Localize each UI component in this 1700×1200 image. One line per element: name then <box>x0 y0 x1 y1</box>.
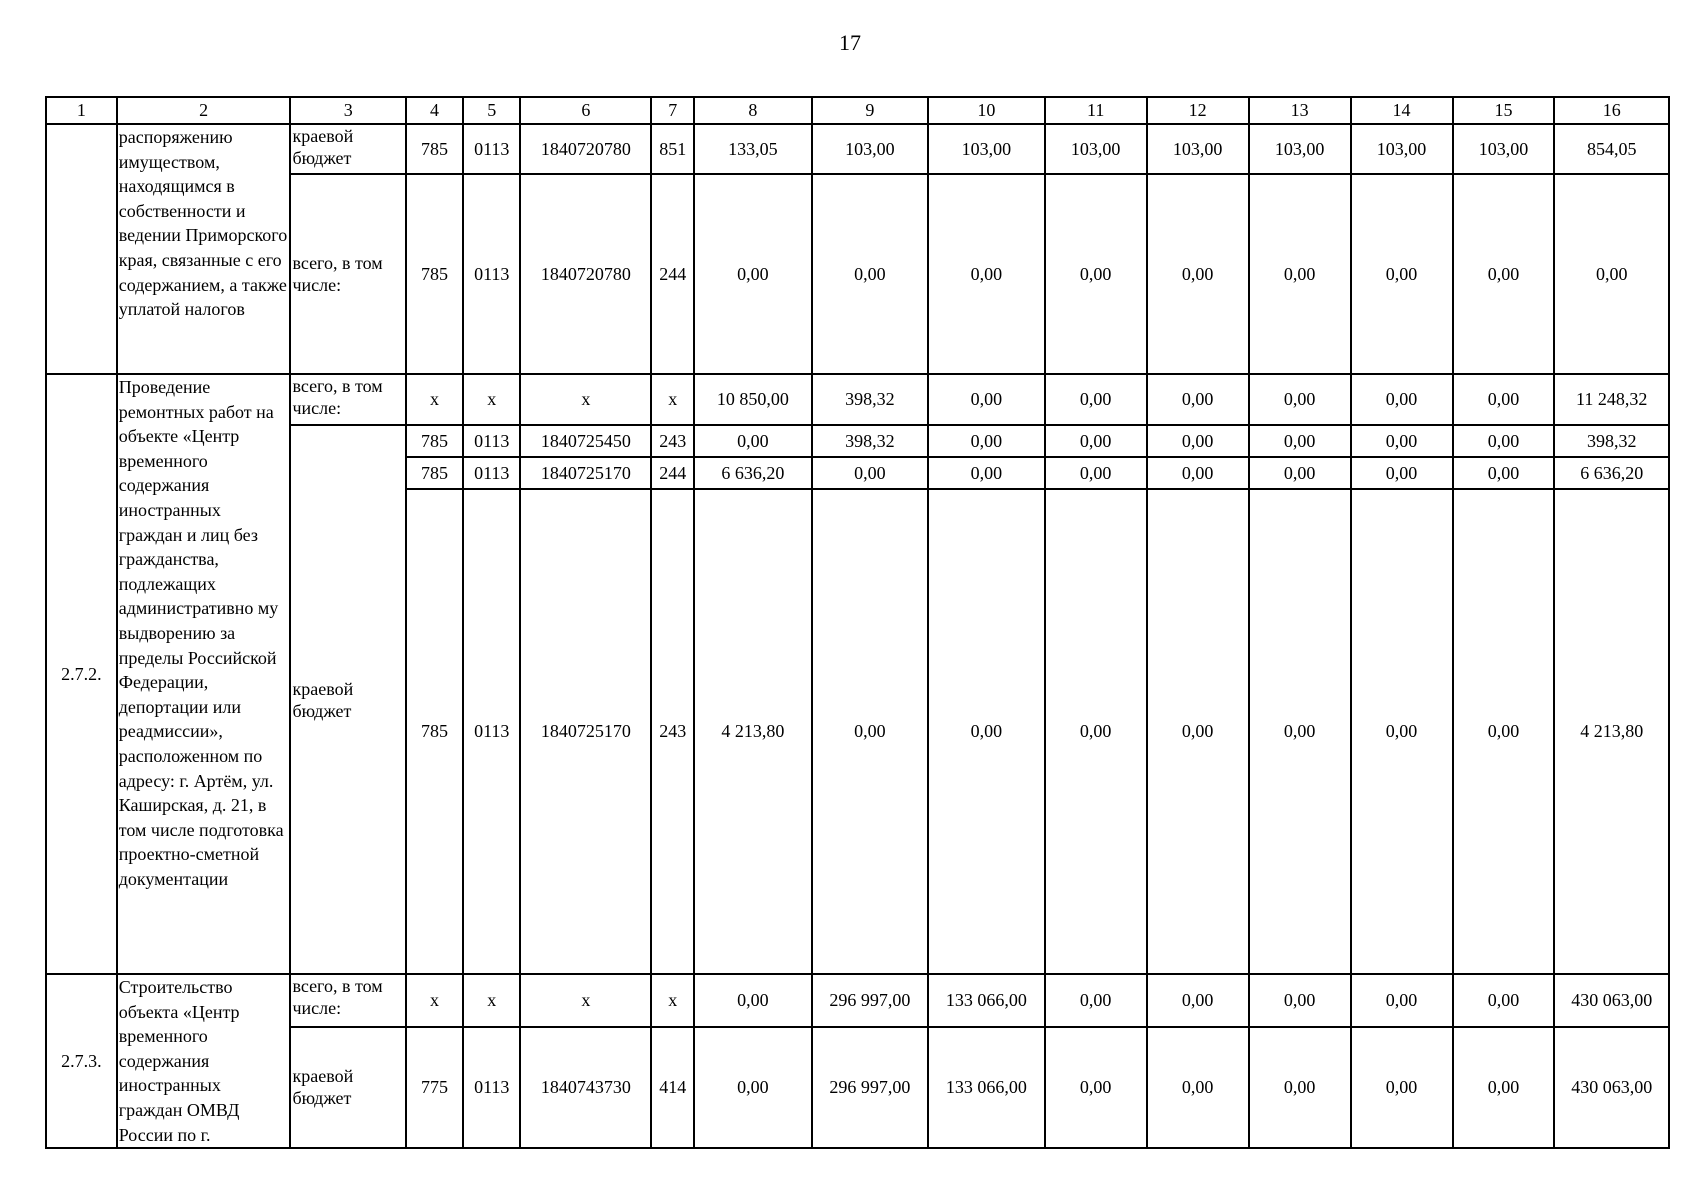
value-cell: 0,00 <box>812 174 929 374</box>
code-cell: 414 <box>651 1027 694 1149</box>
code-cell: 244 <box>651 174 694 374</box>
section-description: Строительство объекта «Центр временного содержания иностранных граждан ОМВД России по г. <box>117 974 291 1148</box>
value-cell: 398,32 <box>812 425 929 457</box>
value-cell: 0,00 <box>1249 374 1351 425</box>
value-cell: 0,00 <box>1249 174 1351 374</box>
total-cell: 4 213,80 <box>1554 489 1669 974</box>
funding-source: всего, в том числе: <box>290 374 405 425</box>
funding-source: всего, в том числе: <box>290 974 405 1027</box>
code-cell: x <box>520 974 651 1027</box>
total-cell: 398,32 <box>1554 425 1669 457</box>
code-cell: 0113 <box>463 489 520 974</box>
total-cell: 11 248,32 <box>1554 374 1669 425</box>
value-cell: 0,00 <box>1453 974 1555 1027</box>
table-row <box>46 974 1669 1027</box>
total-cell: 854,05 <box>1554 124 1669 174</box>
value-cell: 0,00 <box>928 425 1045 457</box>
code-cell: x <box>406 374 463 425</box>
section-description: распоряжению имуществом, находящимся в собственности и ведении Приморского края, связанные с его содержанием, а также уплатой налогов <box>117 124 291 374</box>
value-cell: 0,00 <box>694 425 812 457</box>
code-cell: 785 <box>406 425 463 457</box>
value-cell: 0,00 <box>928 374 1045 425</box>
value-cell: 0,00 <box>694 974 812 1027</box>
value-cell: 103,00 <box>1351 124 1453 174</box>
value-cell: 6 636,20 <box>694 457 812 489</box>
code-cell: x <box>520 374 651 425</box>
table-row <box>46 374 1669 425</box>
code-cell: x <box>651 374 694 425</box>
budget-table <box>45 96 1670 1149</box>
value-cell: 0,00 <box>1453 174 1555 374</box>
value-cell: 0,00 <box>1045 425 1147 457</box>
value-cell: 103,00 <box>812 124 929 174</box>
value-cell: 0,00 <box>1045 974 1147 1027</box>
code-cell: 0113 <box>463 1027 520 1149</box>
value-cell: 0,00 <box>1351 489 1453 974</box>
code-cell: 1840725170 <box>520 457 651 489</box>
value-cell: 0,00 <box>1147 489 1249 974</box>
code-cell: 0113 <box>463 174 520 374</box>
code-cell: 851 <box>651 124 694 174</box>
table-row <box>46 124 1669 174</box>
value-cell: 0,00 <box>1351 457 1453 489</box>
value-cell: 0,00 <box>812 457 929 489</box>
column-header: 8 <box>694 97 812 124</box>
column-header: 2 <box>117 97 291 124</box>
value-cell: 4 213,80 <box>694 489 812 974</box>
value-cell: 0,00 <box>1249 974 1351 1027</box>
code-cell: x <box>463 974 520 1027</box>
value-cell: 0,00 <box>1147 1027 1249 1149</box>
funding-source: краевой бюджет <box>290 124 405 174</box>
column-header: 14 <box>1351 97 1453 124</box>
value-cell: 296 997,00 <box>812 974 929 1027</box>
value-cell: 0,00 <box>928 489 1045 974</box>
column-header: 1 <box>46 97 117 124</box>
section-id: 2.7.2. <box>46 374 117 974</box>
value-cell: 0,00 <box>1045 1027 1147 1149</box>
total-cell: 6 636,20 <box>1554 457 1669 489</box>
column-header: 9 <box>812 97 929 124</box>
value-cell: 0,00 <box>1351 1027 1453 1149</box>
code-cell: 244 <box>651 457 694 489</box>
value-cell: 103,00 <box>1045 124 1147 174</box>
total-cell: 0,00 <box>1554 174 1669 374</box>
value-cell: 0,00 <box>1045 374 1147 425</box>
code-cell: 785 <box>406 174 463 374</box>
column-header: 7 <box>651 97 694 124</box>
column-header: 12 <box>1147 97 1249 124</box>
funding-source: всего, в том числе: <box>290 174 405 374</box>
column-header: 15 <box>1453 97 1555 124</box>
table-header-row <box>46 97 1669 124</box>
value-cell: 0,00 <box>1351 174 1453 374</box>
value-cell: 0,00 <box>1453 1027 1555 1149</box>
funding-source: краевой бюджет <box>290 425 405 974</box>
value-cell: 0,00 <box>928 174 1045 374</box>
code-cell: 1840725450 <box>520 425 651 457</box>
column-header: 10 <box>928 97 1045 124</box>
value-cell: 0,00 <box>1453 425 1555 457</box>
value-cell: 0,00 <box>1045 174 1147 374</box>
value-cell: 0,00 <box>694 174 812 374</box>
code-cell: 1840725170 <box>520 489 651 974</box>
code-cell: 775 <box>406 1027 463 1149</box>
value-cell: 0,00 <box>1147 457 1249 489</box>
code-cell: 1840743730 <box>520 1027 651 1149</box>
value-cell: 0,00 <box>1147 425 1249 457</box>
value-cell: 0,00 <box>1453 457 1555 489</box>
value-cell: 0,00 <box>1147 374 1249 425</box>
value-cell: 103,00 <box>1453 124 1555 174</box>
code-cell: 0113 <box>463 457 520 489</box>
section-id <box>46 124 117 374</box>
column-header: 5 <box>463 97 520 124</box>
value-cell: 0,00 <box>1351 425 1453 457</box>
code-cell: 1840720780 <box>520 174 651 374</box>
value-cell: 0,00 <box>1045 489 1147 974</box>
value-cell: 10 850,00 <box>694 374 812 425</box>
value-cell: 103,00 <box>1249 124 1351 174</box>
code-cell: 243 <box>651 425 694 457</box>
column-header: 3 <box>290 97 405 124</box>
value-cell: 0,00 <box>694 1027 812 1149</box>
funding-source: краевой бюджет <box>290 1027 405 1149</box>
code-cell: 785 <box>406 489 463 974</box>
value-cell: 0,00 <box>1249 489 1351 974</box>
code-cell: 785 <box>406 457 463 489</box>
column-header: 16 <box>1554 97 1669 124</box>
code-cell: 0113 <box>463 124 520 174</box>
value-cell: 133 066,00 <box>928 974 1045 1027</box>
value-cell: 0,00 <box>812 489 929 974</box>
value-cell: 0,00 <box>1351 374 1453 425</box>
value-cell: 0,00 <box>1453 374 1555 425</box>
value-cell: 0,00 <box>1147 174 1249 374</box>
code-cell: 0113 <box>463 425 520 457</box>
code-cell: 1840720780 <box>520 124 651 174</box>
value-cell: 0,00 <box>1453 489 1555 974</box>
value-cell: 296 997,00 <box>812 1027 929 1149</box>
value-cell: 133,05 <box>694 124 812 174</box>
code-cell: 785 <box>406 124 463 174</box>
value-cell: 103,00 <box>1147 124 1249 174</box>
code-cell: x <box>463 374 520 425</box>
section-id: 2.7.3. <box>46 974 117 1148</box>
value-cell: 398,32 <box>812 374 929 425</box>
column-header: 13 <box>1249 97 1351 124</box>
code-cell: x <box>406 974 463 1027</box>
value-cell: 0,00 <box>1249 1027 1351 1149</box>
value-cell: 0,00 <box>1147 974 1249 1027</box>
code-cell: x <box>651 974 694 1027</box>
column-header: 11 <box>1045 97 1147 124</box>
value-cell: 0,00 <box>1351 974 1453 1027</box>
value-cell: 103,00 <box>928 124 1045 174</box>
page-number: 17 <box>839 30 861 55</box>
section-description: Проведение ремонтных работ на объекте «Центр временного содержания иностранных граждан и лиц без гражданства, подлежащих административно му выдворению за пределы Российской Федерации, депортации или реадмиссии», расположенном по адресу: г. Артём, ул. Каширская, д. 21, в том числе подготовка проектно-сметной документации <box>117 374 291 974</box>
value-cell: 0,00 <box>928 457 1045 489</box>
column-header: 6 <box>520 97 651 124</box>
value-cell: 0,00 <box>1045 457 1147 489</box>
total-cell: 430 063,00 <box>1554 974 1669 1027</box>
total-cell: 430 063,00 <box>1554 1027 1669 1149</box>
value-cell: 133 066,00 <box>928 1027 1045 1149</box>
code-cell: 243 <box>651 489 694 974</box>
value-cell: 0,00 <box>1249 425 1351 457</box>
value-cell: 0,00 <box>1249 457 1351 489</box>
column-header: 4 <box>406 97 463 124</box>
